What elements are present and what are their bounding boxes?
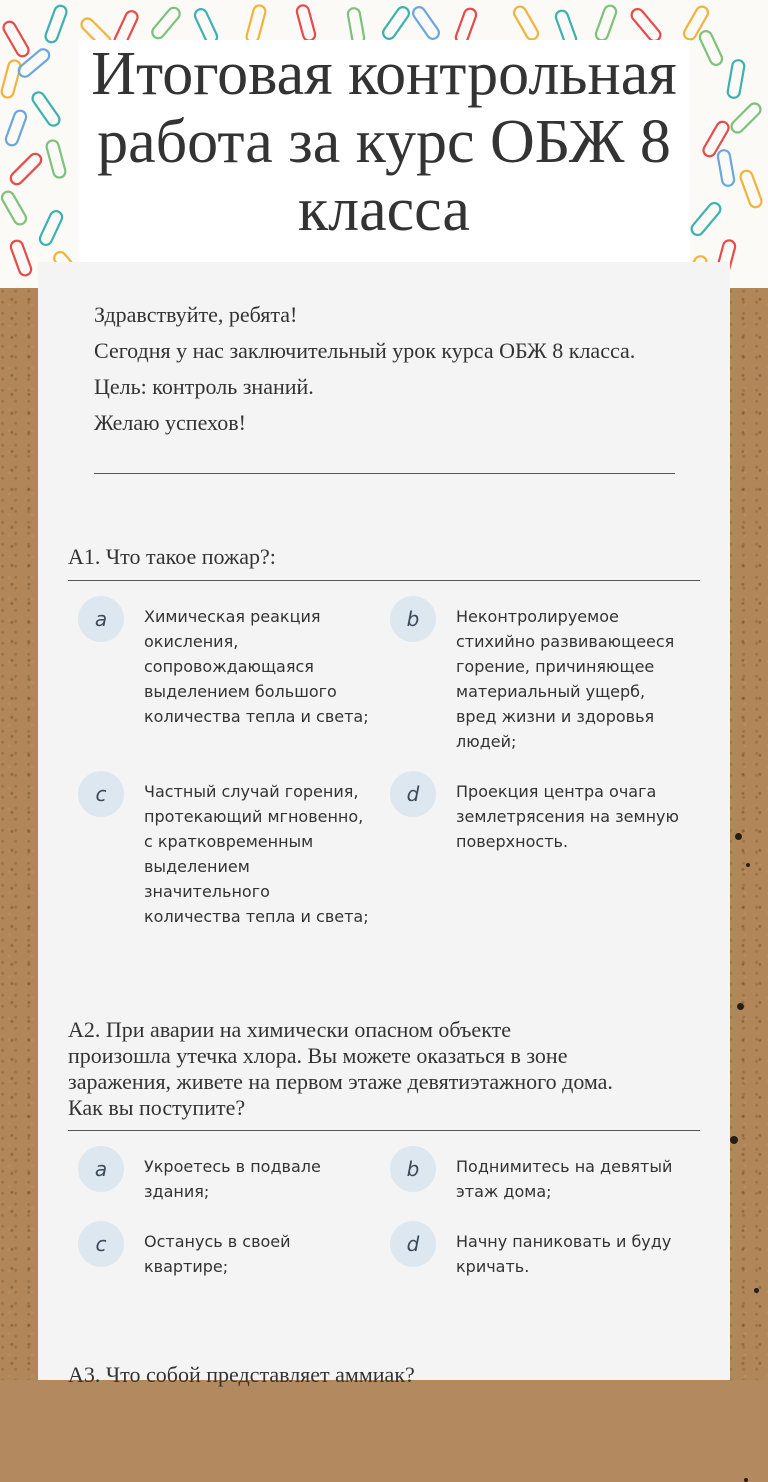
option-text: Химическая реакция окисления, сопровождающаяся выделением большого количества тепла и света; xyxy=(144,607,369,726)
cork-speck xyxy=(735,833,742,840)
divider xyxy=(94,473,675,474)
answer-option-d[interactable] xyxy=(390,1221,690,1281)
page-title: Итоговая контрольная работа за курс ОБЖ 8 класса xyxy=(91,40,677,244)
divider xyxy=(68,580,700,581)
option-text: Поднимитесь на девятый этаж дома; xyxy=(456,1157,673,1201)
intro-greeting: Здравствуйте, ребята! xyxy=(94,302,298,327)
option-text: Неконтролируемое стихийно развивающееся горение, причиняющее материальный ущерб, вред жизни и здоровья людей; xyxy=(456,607,675,751)
divider xyxy=(68,1130,700,1131)
answer-option-a[interactable] xyxy=(78,596,378,746)
option-text: Частный случай горения, протекающий мгновенно, с кратковременным выделением значительного количества тепла и света; xyxy=(144,782,369,926)
question-text: А3. Что собой представляет аммиак? xyxy=(68,1362,415,1387)
option-letter-badge: d xyxy=(390,1221,436,1267)
option-letter-badge: c xyxy=(78,1221,124,1267)
option-letter-badge: c xyxy=(78,771,124,817)
answer-option-b[interactable] xyxy=(390,1146,690,1206)
option-letter-badge: a xyxy=(78,596,124,642)
option-letter-badge: b xyxy=(390,596,436,642)
cork-speck xyxy=(730,1136,738,1144)
cork-speck xyxy=(744,1478,748,1482)
question-text: А1. Что такое пожар?: xyxy=(68,544,276,569)
intro-section xyxy=(94,302,674,446)
answer-option-d[interactable] xyxy=(390,771,690,871)
cork-speck xyxy=(746,863,750,867)
option-letter-badge: d xyxy=(390,771,436,817)
answer-option-b[interactable] xyxy=(390,596,690,766)
question-text: А2. При аварии на химически опасном объекте произошла утечка хлора. Вы можете оказаться в зоне заражения, живете на первом этаже девятиэтажного дома. Как вы поступите? xyxy=(68,1017,613,1120)
answer-option-c[interactable] xyxy=(78,771,378,941)
option-text: Останусь в своей квартире; xyxy=(144,1232,291,1276)
option-letter-badge: b xyxy=(390,1146,436,1192)
answer-option-c[interactable] xyxy=(78,1221,378,1281)
intro-lesson: Сегодня у нас заключительный урок курса ОБЖ 8 класса. xyxy=(94,338,636,363)
intro-wish: Желаю успехов! xyxy=(94,410,246,435)
answer-option-a[interactable] xyxy=(78,1146,378,1206)
cork-speck xyxy=(754,1288,759,1293)
intro-goal: Цель: контроль знаний. xyxy=(94,374,314,399)
option-text: Проекция центра очага землетрясения на земную поверхность. xyxy=(456,782,679,851)
option-letter-badge: a xyxy=(78,1146,124,1192)
option-text: Укроетесь в подвале здания; xyxy=(144,1157,321,1201)
option-text: Начну паниковать и буду кричать. xyxy=(456,1232,672,1276)
cork-speck xyxy=(737,1003,744,1010)
